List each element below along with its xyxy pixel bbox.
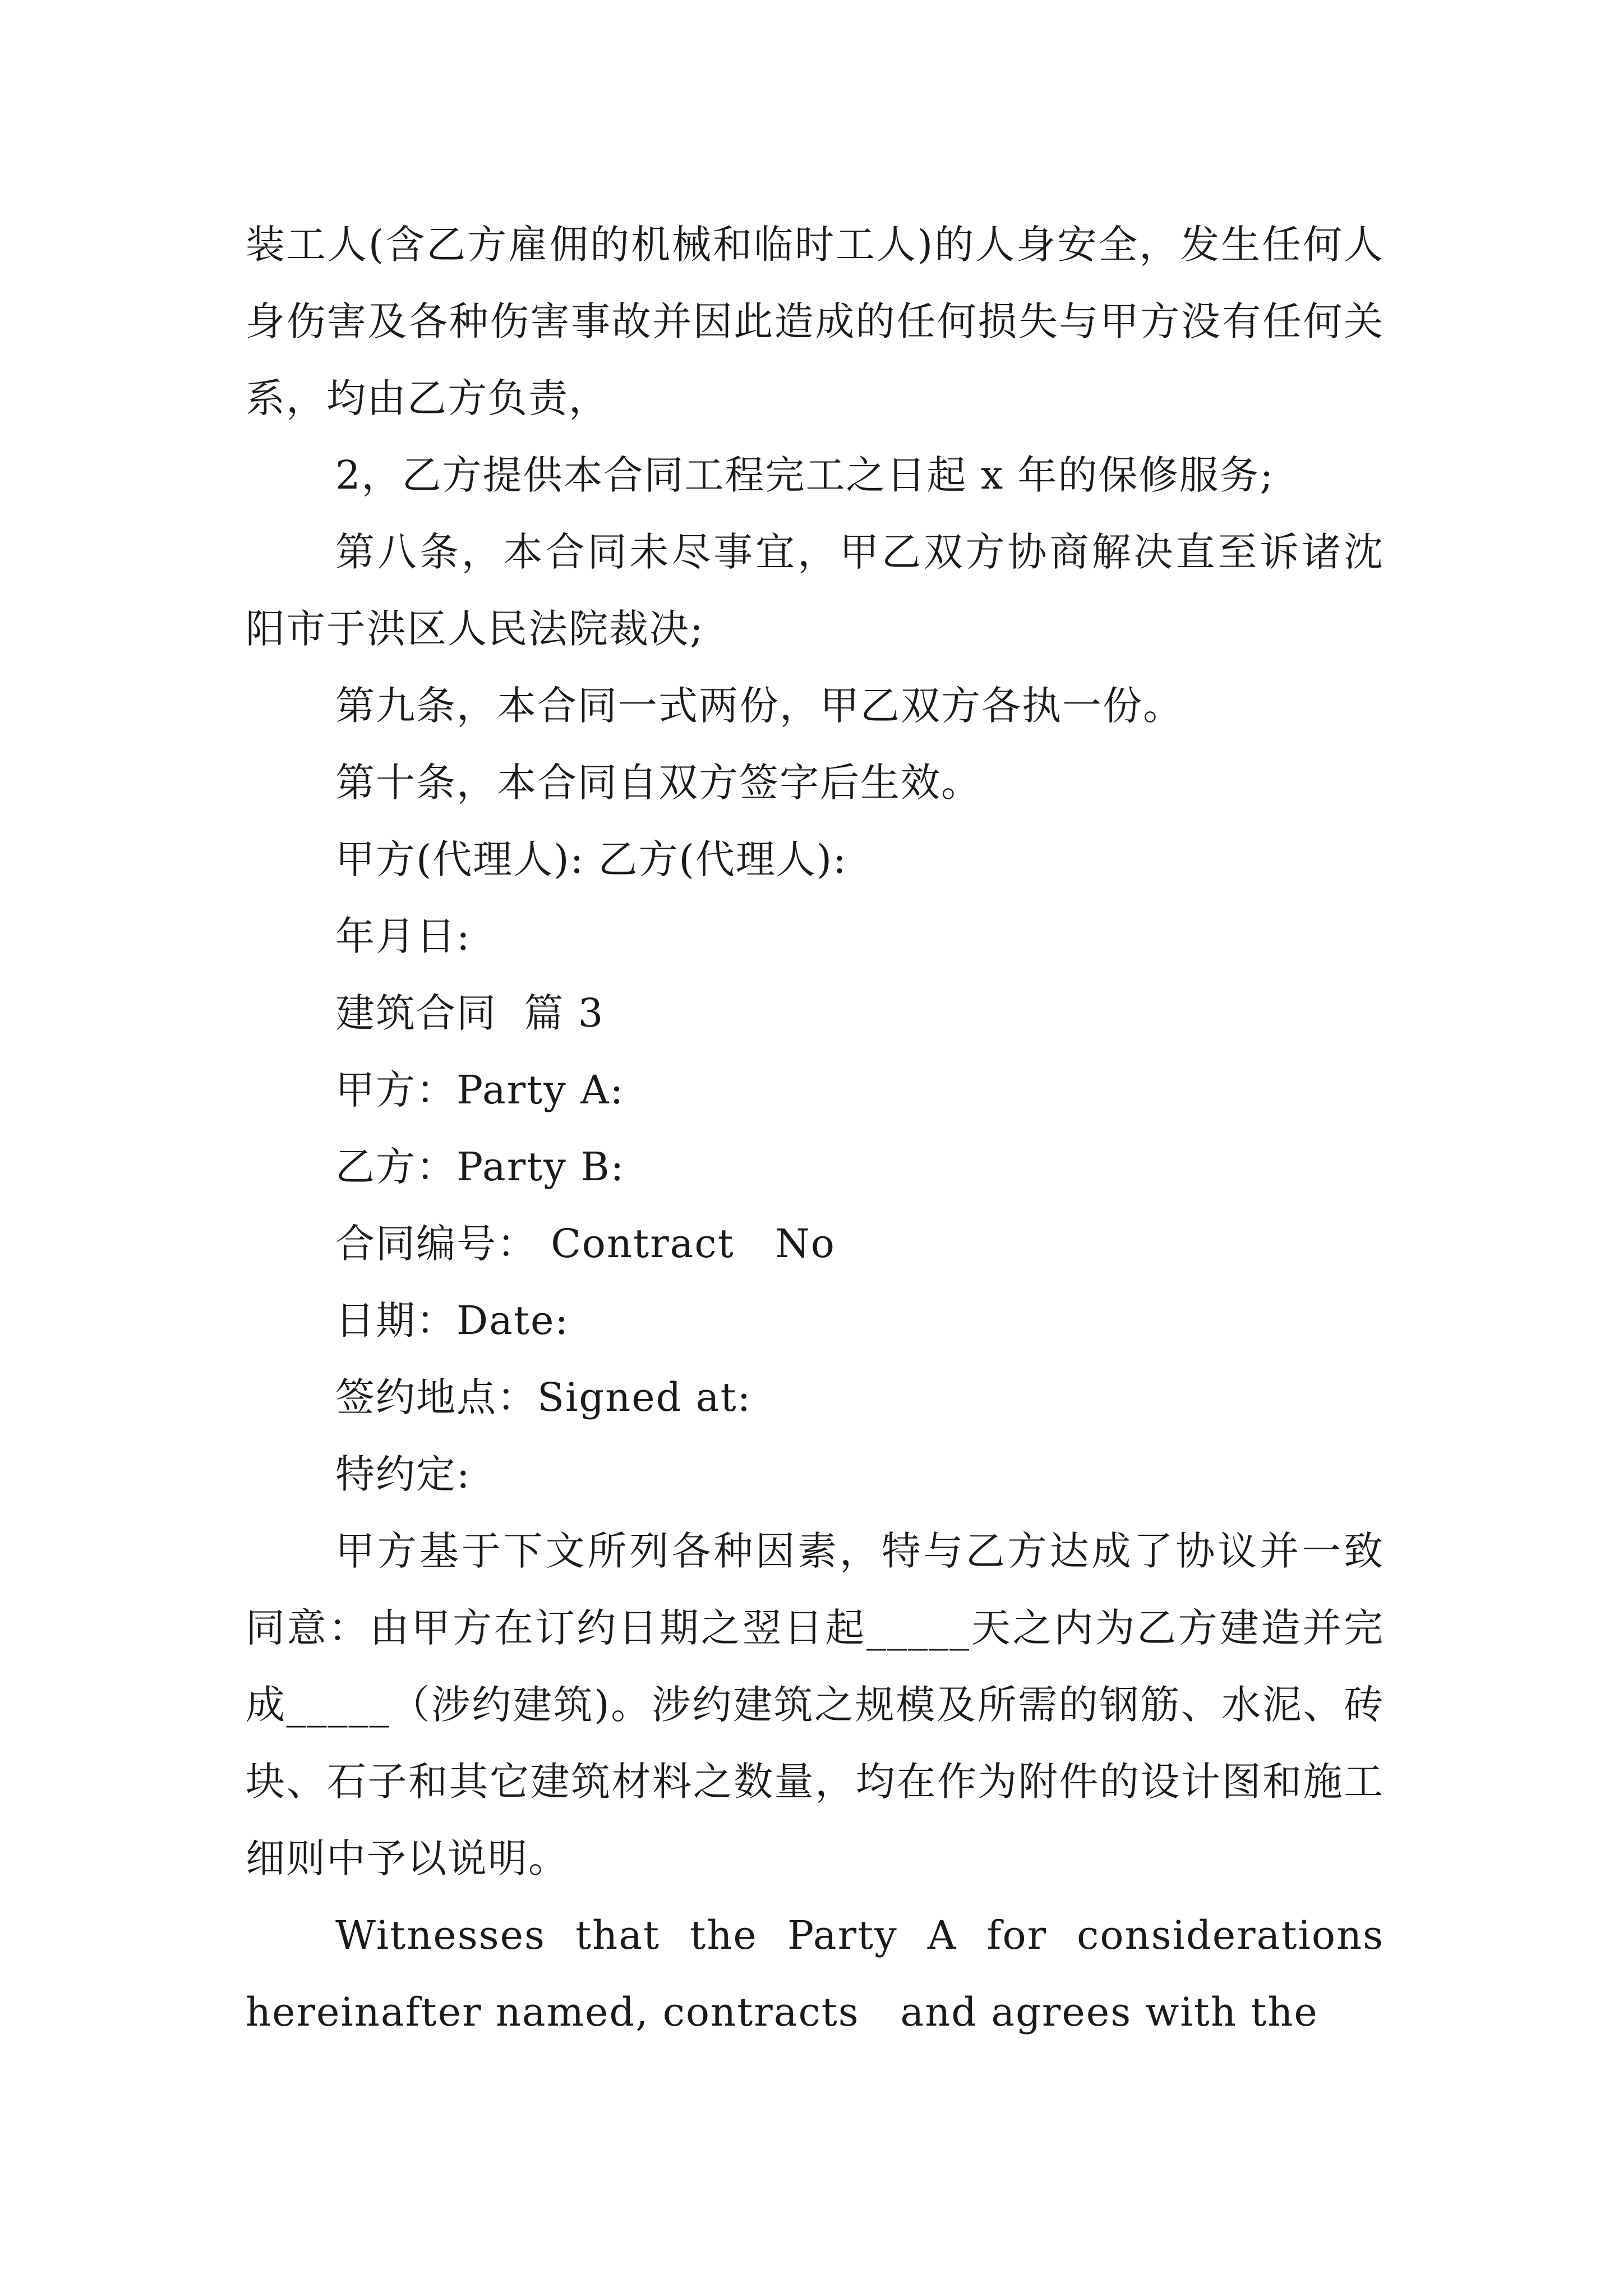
paragraph-warranty: 2，乙方提供本合同工程完工之日起 x 年的保修服务; — [335, 452, 1275, 498]
field-contract-no: 合同编号： Contract No — [335, 1221, 836, 1267]
paragraph-safety-liability: 装工人(含乙方雇佣的机械和临时工人)的人身安全，发生任何人身伤害及各种伤害事故并因此造成的任何损失与甲方没有任何关系，均由乙方负责， — [246, 222, 1384, 421]
field-date: 日期：Date: — [335, 1297, 569, 1343]
paragraph-agreement-terms-cn: 甲方基于下文所列各种因素，特与乙方达成了协议并一致同意：由甲方在订约日期之翌日起_____天之内为乙方建造并完成_____（涉约建筑)。涉约建筑之规模及所需的钢筋、水泥、砖块、石子和其它建筑材料之数量，均在作为附件的设计图和施工细则中予以说明。 — [246, 1528, 1384, 1881]
paragraph-agreement-terms-en: Witnesses that the Party A for considerations hereinafter named, contracts and agrees with the — [246, 1912, 1398, 2035]
paragraph-article-10: 第十条，本合同自双方签字后生效。 — [335, 760, 981, 806]
paragraph-article-8: 第八条，本合同未尽事宜，甲乙双方协商解决直至诉诸沈阳市于洪区人民法院裁决; — [246, 529, 1384, 652]
field-party-a: 甲方：Party A: — [335, 1067, 625, 1113]
document-body — [246, 206, 1398, 2051]
field-party-b: 乙方：Party B: — [335, 1144, 625, 1190]
section-heading-contract-3: 建筑合同 篇 3 — [335, 990, 605, 1036]
paragraph-signatories: 甲方(代理人): 乙方(代理人): — [335, 836, 847, 882]
paragraph-special-agreement: 特约定: — [335, 1451, 471, 1497]
field-signed-at: 签约地点：Signed at: — [335, 1374, 752, 1420]
paragraph-article-9: 第九条，本合同一式两份，甲乙双方各执一份。 — [335, 683, 1183, 729]
paragraph-date-line: 年月日: — [335, 913, 471, 959]
